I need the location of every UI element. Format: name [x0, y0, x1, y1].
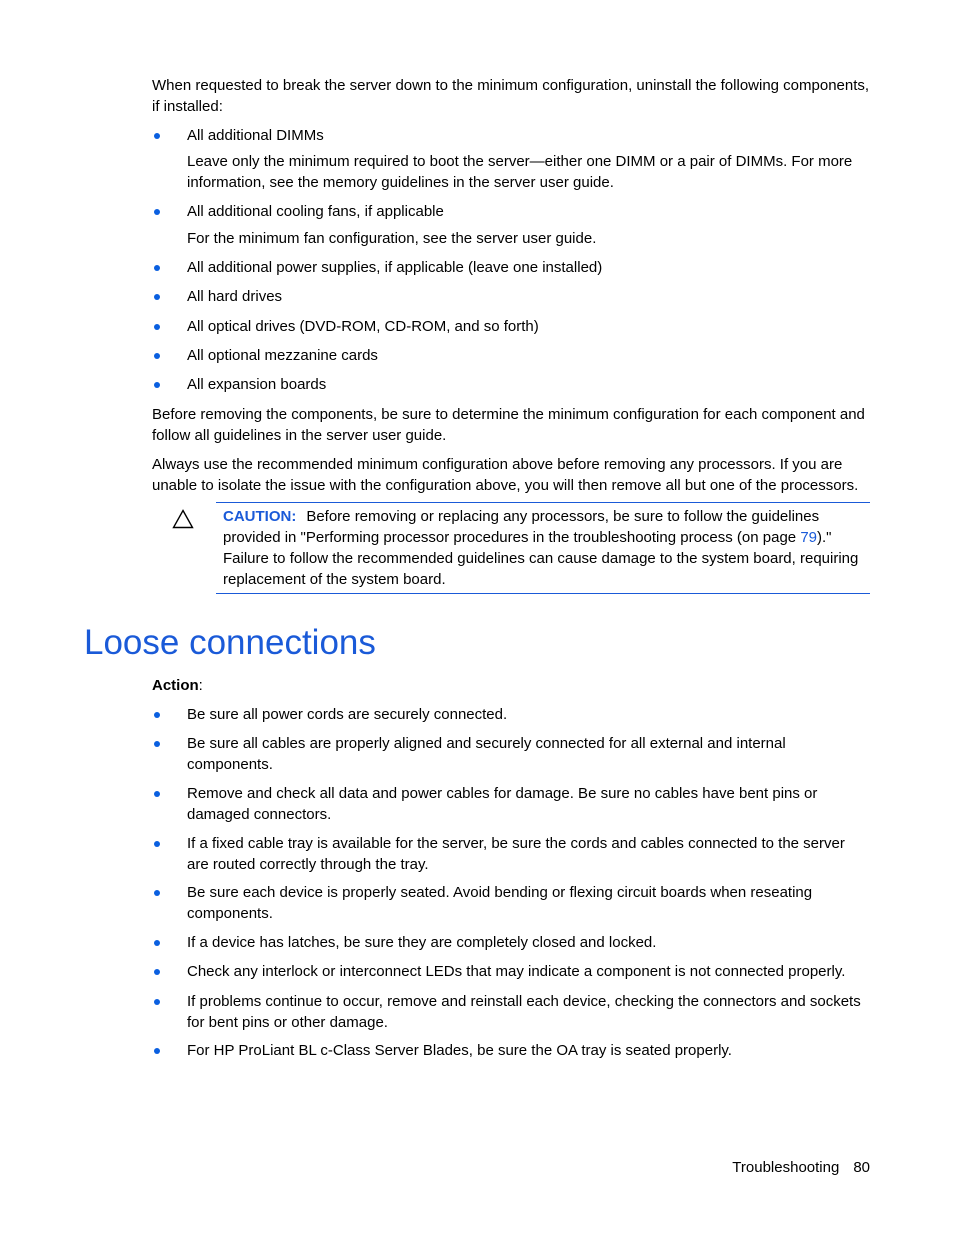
action-text: If problems continue to occur, remove and reinstall each device, checking the connectors and sockets for bent pins or other damage. [187, 993, 861, 1031]
list-item [152, 733, 870, 775]
bullet-icon [154, 969, 160, 975]
warning-triangle-icon [172, 509, 194, 529]
action-suffix: : [198, 677, 203, 694]
list-item [152, 932, 870, 953]
bullet-icon [154, 890, 160, 896]
list-item [152, 125, 870, 193]
footer-page-number: 80 [853, 1159, 870, 1176]
page-link[interactable]: 79 [800, 529, 818, 546]
action-item-1 [152, 704, 870, 725]
list-item [152, 704, 870, 725]
action-item-4 [152, 833, 870, 875]
bullet-icon [154, 382, 160, 388]
action-item-3 [152, 783, 870, 825]
bullet-icon [154, 940, 160, 946]
caution-label: CAUTION: [223, 508, 297, 525]
list-item-label: All additional power supplies, if applicable (leave one installed) [187, 259, 603, 276]
list-item [152, 286, 870, 307]
bullet-icon [154, 294, 160, 300]
footer-chapter: Troubleshooting [732, 1159, 840, 1176]
action-heading [152, 675, 203, 696]
caution-text-start: Before removing or replacing any processors, be sure to follow the guidelines provided in "Performing processor procedures in the troubleshooting process (on page [223, 508, 820, 546]
section-title: Loose connections [84, 623, 376, 662]
bullet-icon [154, 209, 160, 215]
bullet-icon [154, 999, 160, 1005]
bullet-icon [154, 353, 160, 359]
caution-text-end: )." Failure to follow the recommended guidelines can cause damage to the system board, requiring replacement of the system board. [223, 529, 859, 588]
action-text: Be sure all cables are properly aligned and securely connected for all external and internal components. [187, 735, 786, 773]
list-item-label: All hard drives [187, 288, 283, 305]
action-text: For HP ProLiant BL c-Class Server Blades, be sure the OA tray is seated properly. [187, 1042, 732, 1059]
list-item [152, 1040, 870, 1061]
list-item-label: All additional DIMMs [187, 127, 324, 144]
component-list-5 [152, 316, 870, 337]
bullet-icon [154, 841, 160, 847]
caution-text [223, 506, 869, 590]
always-use-paragraph: Always use the recommended minimum configuration above before removing any processors. If you are unable to isolate the issue with the configuration above, you will then remove all but one of the processors. [152, 456, 859, 494]
action-text: If a device has latches, be sure they are completely closed and locked. [187, 934, 657, 951]
list-item [152, 201, 870, 249]
bullet-icon [154, 741, 160, 747]
list-item [152, 833, 870, 875]
bullet-icon [154, 1048, 160, 1054]
list-item-label: All optical drives (DVD-ROM, CD-ROM, and so forth) [187, 318, 539, 335]
component-list-7 [152, 374, 870, 395]
list-item [152, 316, 870, 337]
action-text: Remove and check all data and power cables for damage. Be sure no cables have bent pins or damaged connectors. [187, 785, 818, 823]
action-text: Be sure all power cords are securely connected. [187, 706, 508, 723]
list-item-label: All additional cooling fans, if applicable [187, 203, 444, 220]
bullet-icon [154, 712, 160, 718]
list-item [152, 257, 870, 278]
action-item-8 [152, 991, 870, 1033]
component-list-6 [152, 345, 870, 366]
list-item [152, 345, 870, 366]
list-item-label: All expansion boards [187, 376, 327, 393]
action-item-5 [152, 882, 870, 924]
bullet-icon [154, 324, 160, 330]
list-item [152, 991, 870, 1033]
intro-paragraph: When requested to break the server down to the minimum configuration, uninstall the following components, if installed: [152, 77, 870, 115]
action-text: If a fixed cable tray is available for the server, be sure the cords and cables connected to the server are routed correctly through the tray. [187, 835, 845, 873]
action-item-2 [152, 733, 870, 775]
action-text: Check any interlock or interconnect LEDs that may indicate a component is not connected properly. [187, 963, 846, 980]
action-item-7 [152, 961, 870, 982]
action-label: Action [152, 677, 199, 694]
action-item-9 [152, 1040, 870, 1061]
before-removing-paragraph: Before removing the components, be sure to determine the minimum configuration for each component and follow all guidelines in the server user guide. [152, 406, 865, 444]
list-item [152, 961, 870, 982]
list-item-note: Leave only the minimum required to boot the server—either one DIMM or a pair of DIMMs. For more information, see the memory guidelines in the server user guide. [187, 153, 853, 191]
list-item-note: For the minimum fan configuration, see the server user guide. [187, 230, 597, 247]
list-item [152, 882, 870, 924]
list-item-label: All optional mezzanine cards [187, 347, 378, 364]
page-footer [732, 1157, 870, 1178]
component-list-4 [152, 286, 870, 307]
bullet-icon [154, 791, 160, 797]
action-text: Be sure each device is properly seated. Avoid bending or flexing circuit boards when reseating components. [187, 884, 813, 922]
bullet-icon [154, 265, 160, 271]
bullet-icon [154, 133, 160, 139]
action-item-6 [152, 932, 870, 953]
component-list [152, 125, 870, 193]
component-list-3 [152, 257, 870, 278]
list-item [152, 374, 870, 395]
list-item [152, 783, 870, 825]
component-list-2 [152, 201, 870, 249]
